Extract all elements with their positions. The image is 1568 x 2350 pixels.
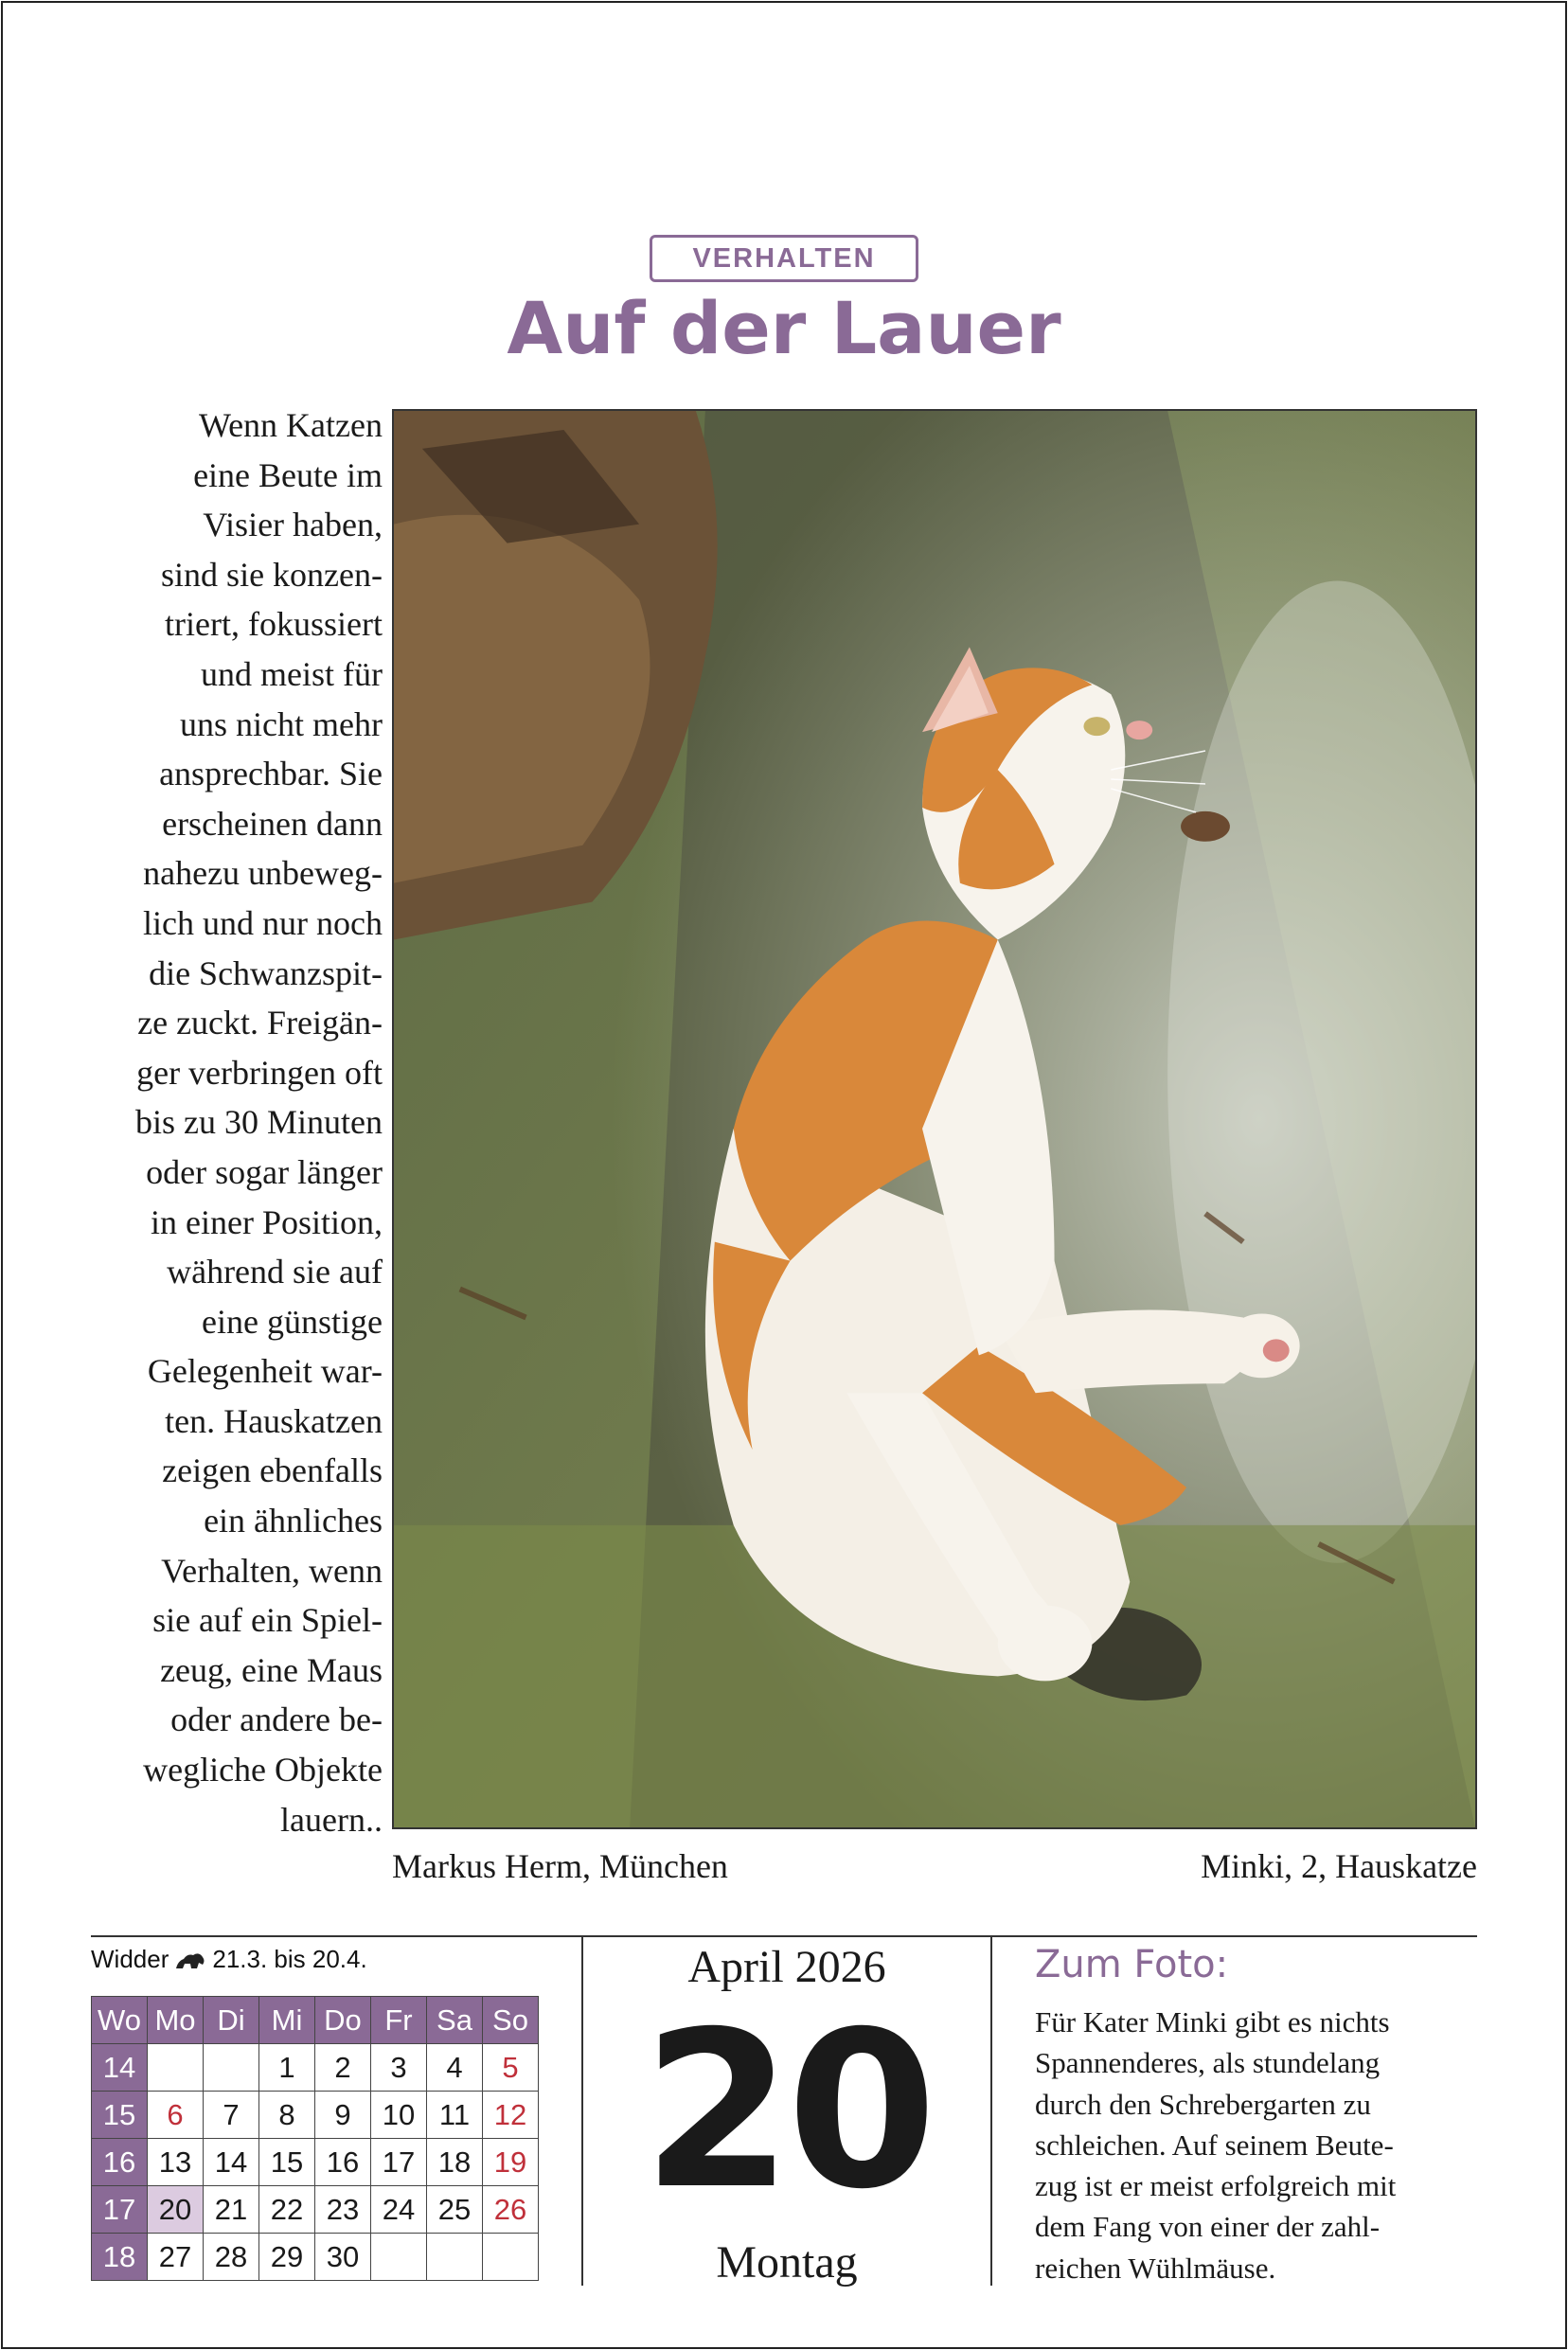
calendar-day-cell [148,2044,204,2092]
body-line: oder sogar länger [146,1152,383,1191]
calendar-day-cell: 27 [148,2234,204,2281]
body-line: eine günstige [202,1302,383,1341]
note-line: durch den Schrebergarten zu [1035,2087,1371,2121]
cat-illustration [394,411,1475,1827]
body-line: uns nicht mehr [180,704,383,743]
body-line: und meist für [201,654,383,693]
body-line: triert, fokussiert [165,605,383,644]
body-line: die Schwanzspit- [149,953,383,992]
calendar-week-row [92,2186,539,2234]
calendar-day-cell: 7 [204,2092,259,2139]
calendar-day-cell: 18 [427,2139,483,2186]
ram-icon [174,1949,206,1970]
calendar-day-cell: 23 [315,2186,371,2234]
calendar-header-row [92,1997,539,2044]
body-line: ten. Hauskatzen [165,1401,383,1440]
body-line: ger verbringen oft [136,1053,383,1092]
calendar-day-cell: 3 [371,2044,427,2092]
calendar-day-cell: 8 [259,2092,315,2139]
body-line: wegliche Objekte [143,1751,383,1789]
zodiac-range: 21.3. bis 20.4. [212,1945,367,1973]
headline: Auf der Lauer [507,286,1061,370]
body-line: Visier haben, [203,506,383,544]
calendar-day-cell: 19 [483,2139,539,2186]
body-line: erscheinen dann [162,804,383,843]
calendar-header-cell: Di [204,1997,259,2044]
calendar-header-cell: Wo [92,1997,148,2044]
note-line: dem Fang von einer der zahl- [1035,2210,1381,2244]
calendar-day-cell: 20 [148,2186,204,2234]
body-line: in einer Position, [151,1202,383,1241]
photo-note-title: Zum Foto: [1035,1943,1229,1986]
body-line: oder andere be- [170,1700,383,1739]
body-line: eine Beute im [193,455,383,494]
photo-subject: Minki, 2, Hauskatze [1201,1847,1477,1885]
calendar-day-cell: 9 [315,2092,371,2139]
calendar-day-cell: 22 [259,2186,315,2234]
body-line: während sie auf [167,1253,383,1291]
weekday: Montag [716,2237,858,2288]
body-line: Gelegenheit war- [147,1352,383,1391]
calendar-day-cell: 10 [371,2092,427,2139]
body-line: Wenn Katzen [198,406,383,444]
body-line: lauern.. [280,1800,383,1839]
note-line: zug ist er meist erfolgreich mit [1035,2169,1397,2203]
calendar-header-cell: So [483,1997,539,2044]
calendar-week-row [92,2234,539,2281]
body-line: zeigen ebenfalls [162,1451,383,1490]
photo-credit: Markus Herm, München [392,1847,728,1885]
calendar-week-number: 16 [92,2139,148,2186]
calendar-header-cell: Do [315,1997,371,2044]
zodiac-sign: Widder [91,1945,169,1973]
calendar-header-cell: Mo [148,1997,204,2044]
day-number: 20 [642,1985,932,2236]
body-line: bis zu 30 Minuten [135,1103,383,1142]
month-title: April 2026 [687,1942,886,1992]
body-line: ansprechbar. Sie [159,755,383,793]
body-line: ein ähnliches [204,1502,383,1540]
calendar-day-cell: 11 [427,2092,483,2139]
calendar-day-cell: 17 [371,2139,427,2186]
calendar-week-number: 18 [92,2234,148,2281]
body-line: sie auf ein Spiel- [152,1601,383,1640]
calendar-week-row [92,2044,539,2092]
calendar-day-cell: 29 [259,2234,315,2281]
category-badge: VERHALTEN [650,235,918,282]
calendar-day-cell: 13 [148,2139,204,2186]
body-line: zeug, eine Maus [160,1650,383,1689]
calendar-day-cell: 30 [315,2234,371,2281]
bottom-rule [91,1935,1477,1937]
calendar-week-number: 15 [92,2092,148,2139]
note-line: reichen Wühlmäuse. [1035,2251,1276,2285]
calendar-header-cell: Fr [371,1997,427,2044]
mini-calendar [91,1996,539,2281]
note-line: schleichen. Auf seinem Beute- [1035,2127,1394,2162]
calendar-day-cell: 6 [148,2092,204,2139]
body-line: ze zuckt. Freigän- [137,1004,383,1042]
cat-photo [392,409,1477,1829]
calendar-day-cell: 12 [483,2092,539,2139]
photo-note-text [1035,2002,1489,2288]
calendar-week-row [92,2139,539,2186]
divider-right [990,1937,992,2286]
calendar-day-cell: 1 [259,2044,315,2092]
body-line: Verhalten, wenn [161,1551,383,1590]
calendar-day-cell [204,2044,259,2092]
calendar-day-cell: 4 [427,2044,483,2092]
calendar-day-cell: 15 [259,2139,315,2186]
calendar-header-cell: Sa [427,1997,483,2044]
calendar-day-cell [483,2234,539,2281]
calendar-day-cell: 24 [371,2186,427,2234]
calendar-day-cell: 25 [427,2186,483,2234]
calendar-week-number: 14 [92,2044,148,2092]
calendar-day-cell [427,2234,483,2281]
calendar-day-cell: 28 [204,2234,259,2281]
calendar-day-cell: 21 [204,2186,259,2234]
calendar-day-cell: 2 [315,2044,371,2092]
body-line: lich und nur noch [143,903,383,942]
note-line: Für Kater Minki gibt es nichts [1035,2005,1390,2038]
calendar-day-cell: 5 [483,2044,539,2092]
calendar-day-cell: 26 [483,2186,539,2234]
calendar-week-row [92,2092,539,2139]
calendar-day-cell [371,2234,427,2281]
body-line: nahezu unbeweg- [143,854,383,893]
note-line: Spannenderes, als stundelang [1035,2046,1381,2080]
body-line: sind sie konzen- [161,555,383,594]
calendar-day-cell: 14 [204,2139,259,2186]
calendar-week-number: 17 [92,2186,148,2234]
calendar-header-cell: Mi [259,1997,315,2044]
body-text [76,401,383,1844]
calendar-day-cell: 16 [315,2139,371,2186]
zodiac-line [91,1945,367,1974]
